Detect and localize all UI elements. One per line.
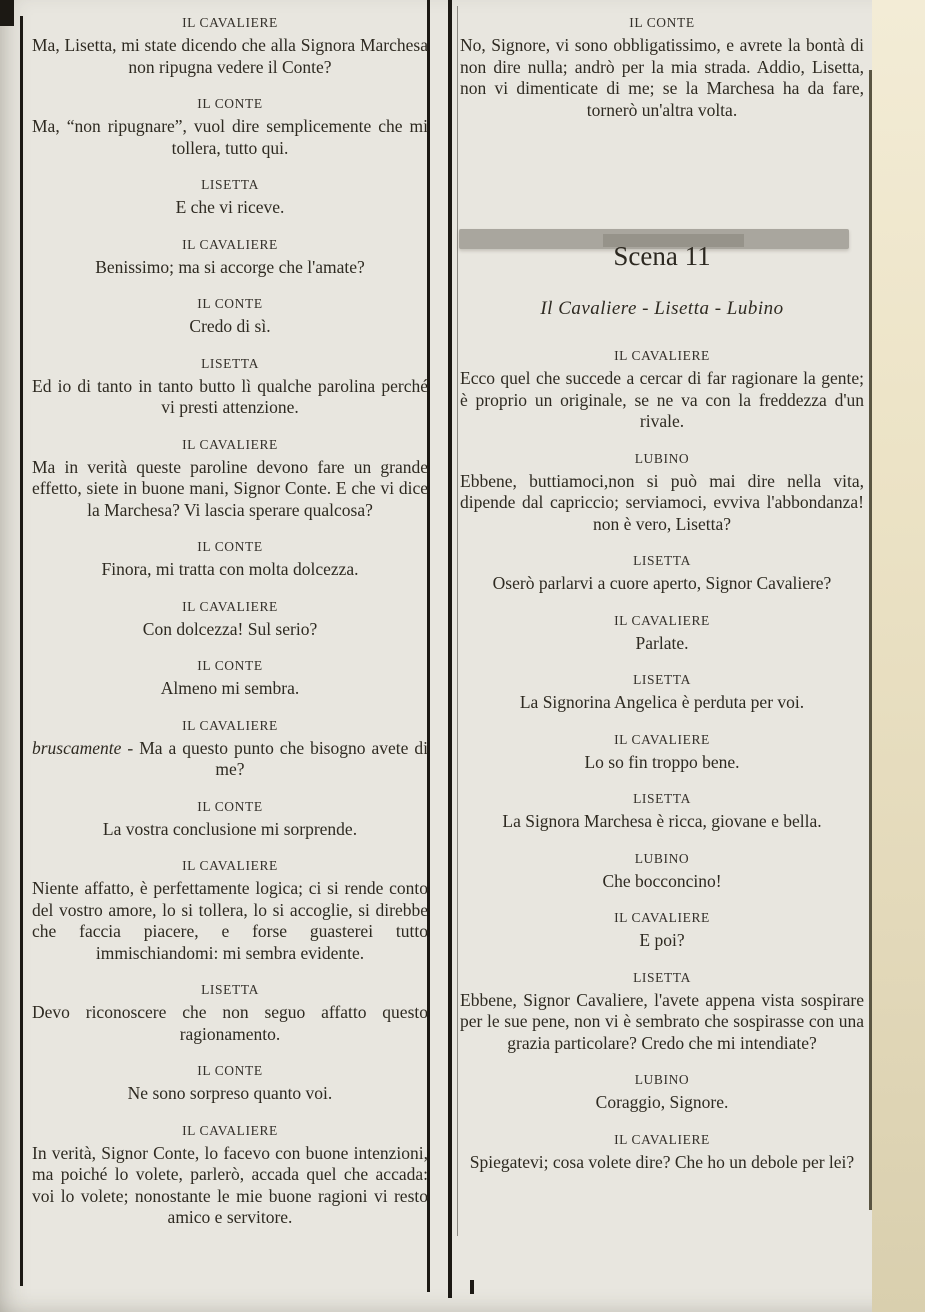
speech-block bbox=[32, 1122, 428, 1229]
speech-text: Ma, Lisetta, mi state dicendo che alla Signora Marchesa non ripugna vedere il Conte? bbox=[32, 35, 428, 77]
speech-text: Che bocconcino! bbox=[602, 870, 722, 891]
speaker-name: IL CAVALIERE bbox=[182, 15, 278, 30]
speech-block bbox=[32, 436, 428, 522]
speech-block bbox=[32, 1062, 428, 1105]
speaker-name: LISETTA bbox=[633, 791, 691, 806]
speech-text: Con dolcezza! Sul serio? bbox=[142, 618, 318, 639]
speech-text: E che vi riceve. bbox=[175, 197, 285, 217]
speaker-name: IL CONTE bbox=[197, 539, 263, 554]
speech-text: Ebbene, buttiamoci,non si può mai dire nella vita, dipende dal capriccio; serviamoci, evviva l'abbondanza! non è vero, Lisetta? bbox=[460, 470, 864, 534]
speech-text: La Signora Marchesa è ricca, giovane e bella. bbox=[502, 811, 822, 831]
scene-cast-line: Il Cavaliere - Lisetta - Lubino bbox=[540, 298, 784, 319]
speech-text: Credo di sì. bbox=[189, 316, 271, 336]
speech-block bbox=[32, 538, 428, 581]
speaker-name: IL CAVALIERE bbox=[614, 910, 710, 925]
speaker-name: LISETTA bbox=[201, 982, 259, 997]
speech-block bbox=[32, 857, 428, 964]
right-column-top-speeches bbox=[460, 14, 864, 121]
speaker-name: IL CAVALIERE bbox=[614, 348, 710, 363]
speech-text: Coraggio, Signore. bbox=[595, 1092, 729, 1112]
speaker-name: LUBINO bbox=[634, 1072, 690, 1087]
speaker-name: IL CONTE bbox=[197, 296, 263, 311]
speech-block bbox=[32, 176, 428, 219]
speech-text: La vostra conclusione mi sorprende. bbox=[102, 818, 358, 839]
speech-block bbox=[460, 1131, 864, 1174]
speech-text: No, Signore, vi sono obbligatissimo, e avrete la bontà di non dire nulla; andrò per la mia strada. Addio, Lisetta, non vi dimenticate di me; se la Marchesa ha da fare, tornerò un'altra volta. bbox=[460, 35, 864, 120]
speaker-name: IL CAVALIERE bbox=[614, 612, 710, 628]
speech-block bbox=[32, 717, 428, 781]
speaker-name: IL CAVALIERE bbox=[182, 236, 278, 252]
speech-text: Almeno mi sembra. bbox=[160, 678, 300, 698]
speech-text: La Signorina Angelica è perduta per voi. bbox=[519, 692, 805, 712]
speaker-name: LISETTA bbox=[201, 177, 259, 192]
speech-text: In verità, Signor Conte, lo facevo con buone intenzioni, ma poiché lo volete, parlerò, accada quel che accada: voi lo volete; nonostante le mie buone ragioni vi resto amico e servitore. bbox=[32, 1142, 428, 1227]
speech-block bbox=[32, 14, 428, 78]
speaker-name: IL CAVALIERE bbox=[182, 1122, 278, 1138]
speech-block bbox=[32, 798, 428, 841]
speech-text: Lo so fin troppo bene. bbox=[584, 751, 740, 772]
speech-block bbox=[460, 347, 864, 433]
speaker-name: IL CONTE bbox=[197, 658, 263, 673]
right-column-speeches bbox=[460, 347, 864, 1173]
book-page-edge bbox=[872, 0, 925, 1312]
speech-block bbox=[460, 790, 864, 833]
speech-text: Ne sono sorpreso quanto voi. bbox=[127, 1083, 333, 1103]
speaker-name: LISETTA bbox=[633, 969, 691, 985]
speaker-name: IL CAVALIERE bbox=[182, 598, 278, 614]
speech-block bbox=[460, 969, 864, 1055]
speaker-name: IL CAVALIERE bbox=[614, 731, 710, 747]
speaker-name: IL CONTE bbox=[629, 15, 695, 30]
left-column bbox=[32, 14, 428, 1229]
speaker-name: LISETTA bbox=[201, 355, 259, 371]
speech-text: Niente affatto, è perfettamente logica; ci si rende conto del vostro amore, lo si tollera, lo si accoglie, si direbbe che faccia piacere, e forse guasterei tutto immischiandomi: mi sembra evidente. bbox=[32, 878, 428, 963]
speaker-name: LISETTA bbox=[633, 672, 691, 687]
speech-text: E poi? bbox=[639, 930, 685, 950]
scan-speck bbox=[470, 1280, 474, 1294]
speech-block bbox=[460, 909, 864, 952]
speech-block bbox=[32, 657, 428, 700]
stage-direction: bruscamente bbox=[32, 737, 122, 758]
speaker-name: LUBINO bbox=[634, 850, 690, 866]
speech-text: Ed io di tanto in tanto butto lì qualche parolina perché vi presti attenzione. bbox=[32, 375, 428, 417]
speech-block bbox=[460, 450, 864, 536]
speech-block bbox=[32, 295, 428, 338]
speaker-name: IL CAVALIERE bbox=[182, 436, 278, 452]
speech-block bbox=[32, 236, 428, 279]
speech-block bbox=[32, 981, 428, 1045]
speech-text: bruscamente - Ma a questo punto che bisogno avete di me? bbox=[32, 737, 428, 779]
speech-block bbox=[460, 552, 864, 595]
speech-block bbox=[32, 355, 428, 419]
center-divider-rule bbox=[448, 0, 452, 1298]
speaker-name: IL CAVALIERE bbox=[182, 717, 278, 733]
speaker-name: IL CONTE bbox=[197, 96, 263, 111]
speech-text: Devo riconoscere che non seguo affatto questo ragionamento. bbox=[32, 1002, 428, 1044]
speech-block bbox=[460, 14, 864, 121]
left-column-rule bbox=[20, 16, 23, 1286]
speech-text: Finora, mi tratta con molta dolcezza. bbox=[101, 559, 359, 579]
speech-text: Oserò parlarvi a cuore aperto, Signor Cavaliere? bbox=[492, 573, 832, 593]
speech-block bbox=[32, 95, 428, 159]
speech-text: Parlate. bbox=[635, 632, 689, 653]
speech-text: Ma in verità queste paroline devono fare un grande effetto, siete in buone mani, Signor Conte. E che vi dice la Marchesa? Vi lascia sperare qualcosa? bbox=[32, 456, 428, 520]
speaker-name: IL CONTE bbox=[197, 798, 263, 814]
speaker-name: LISETTA bbox=[633, 553, 691, 568]
speaker-name: IL CONTE bbox=[197, 1063, 263, 1078]
speech-block bbox=[32, 598, 428, 641]
speech-text: Spiegatevi; cosa volete dire? Che ho un debole per lei? bbox=[469, 1151, 855, 1172]
speaker-name: LUBINO bbox=[634, 450, 690, 466]
speech-text: Ma, “non ripugnare”, vuol dire semplicemente che mi tollera, tutto qui. bbox=[32, 116, 428, 158]
speech-text: Benissimo; ma si accorge che l'amate? bbox=[95, 256, 365, 277]
scene-heading: Scena 11 bbox=[613, 241, 711, 271]
scan-speck bbox=[0, 0, 14, 26]
speaker-name: IL CAVALIERE bbox=[614, 1131, 710, 1147]
speech-block bbox=[460, 731, 864, 774]
speaker-name: IL CAVALIERE bbox=[182, 858, 278, 873]
center-divider-thin-rule bbox=[457, 6, 458, 1236]
speech-block bbox=[460, 850, 864, 893]
speech-block bbox=[460, 671, 864, 714]
speech-text: Ecco quel che succede a cercar di far ragionare la gente; è proprio un originale, se ne va con la freddezza d'un rivale. bbox=[460, 368, 864, 431]
speech-block bbox=[460, 612, 864, 655]
right-column bbox=[460, 14, 864, 1173]
speech-text: Ebbene, Signor Cavaliere, l'avete appena vista sospirare per le sue pene, non vi è sembrato che sospirasse con una grazia particolare? Credo che mi intendiate? bbox=[460, 989, 864, 1053]
speech-block bbox=[460, 1071, 864, 1114]
